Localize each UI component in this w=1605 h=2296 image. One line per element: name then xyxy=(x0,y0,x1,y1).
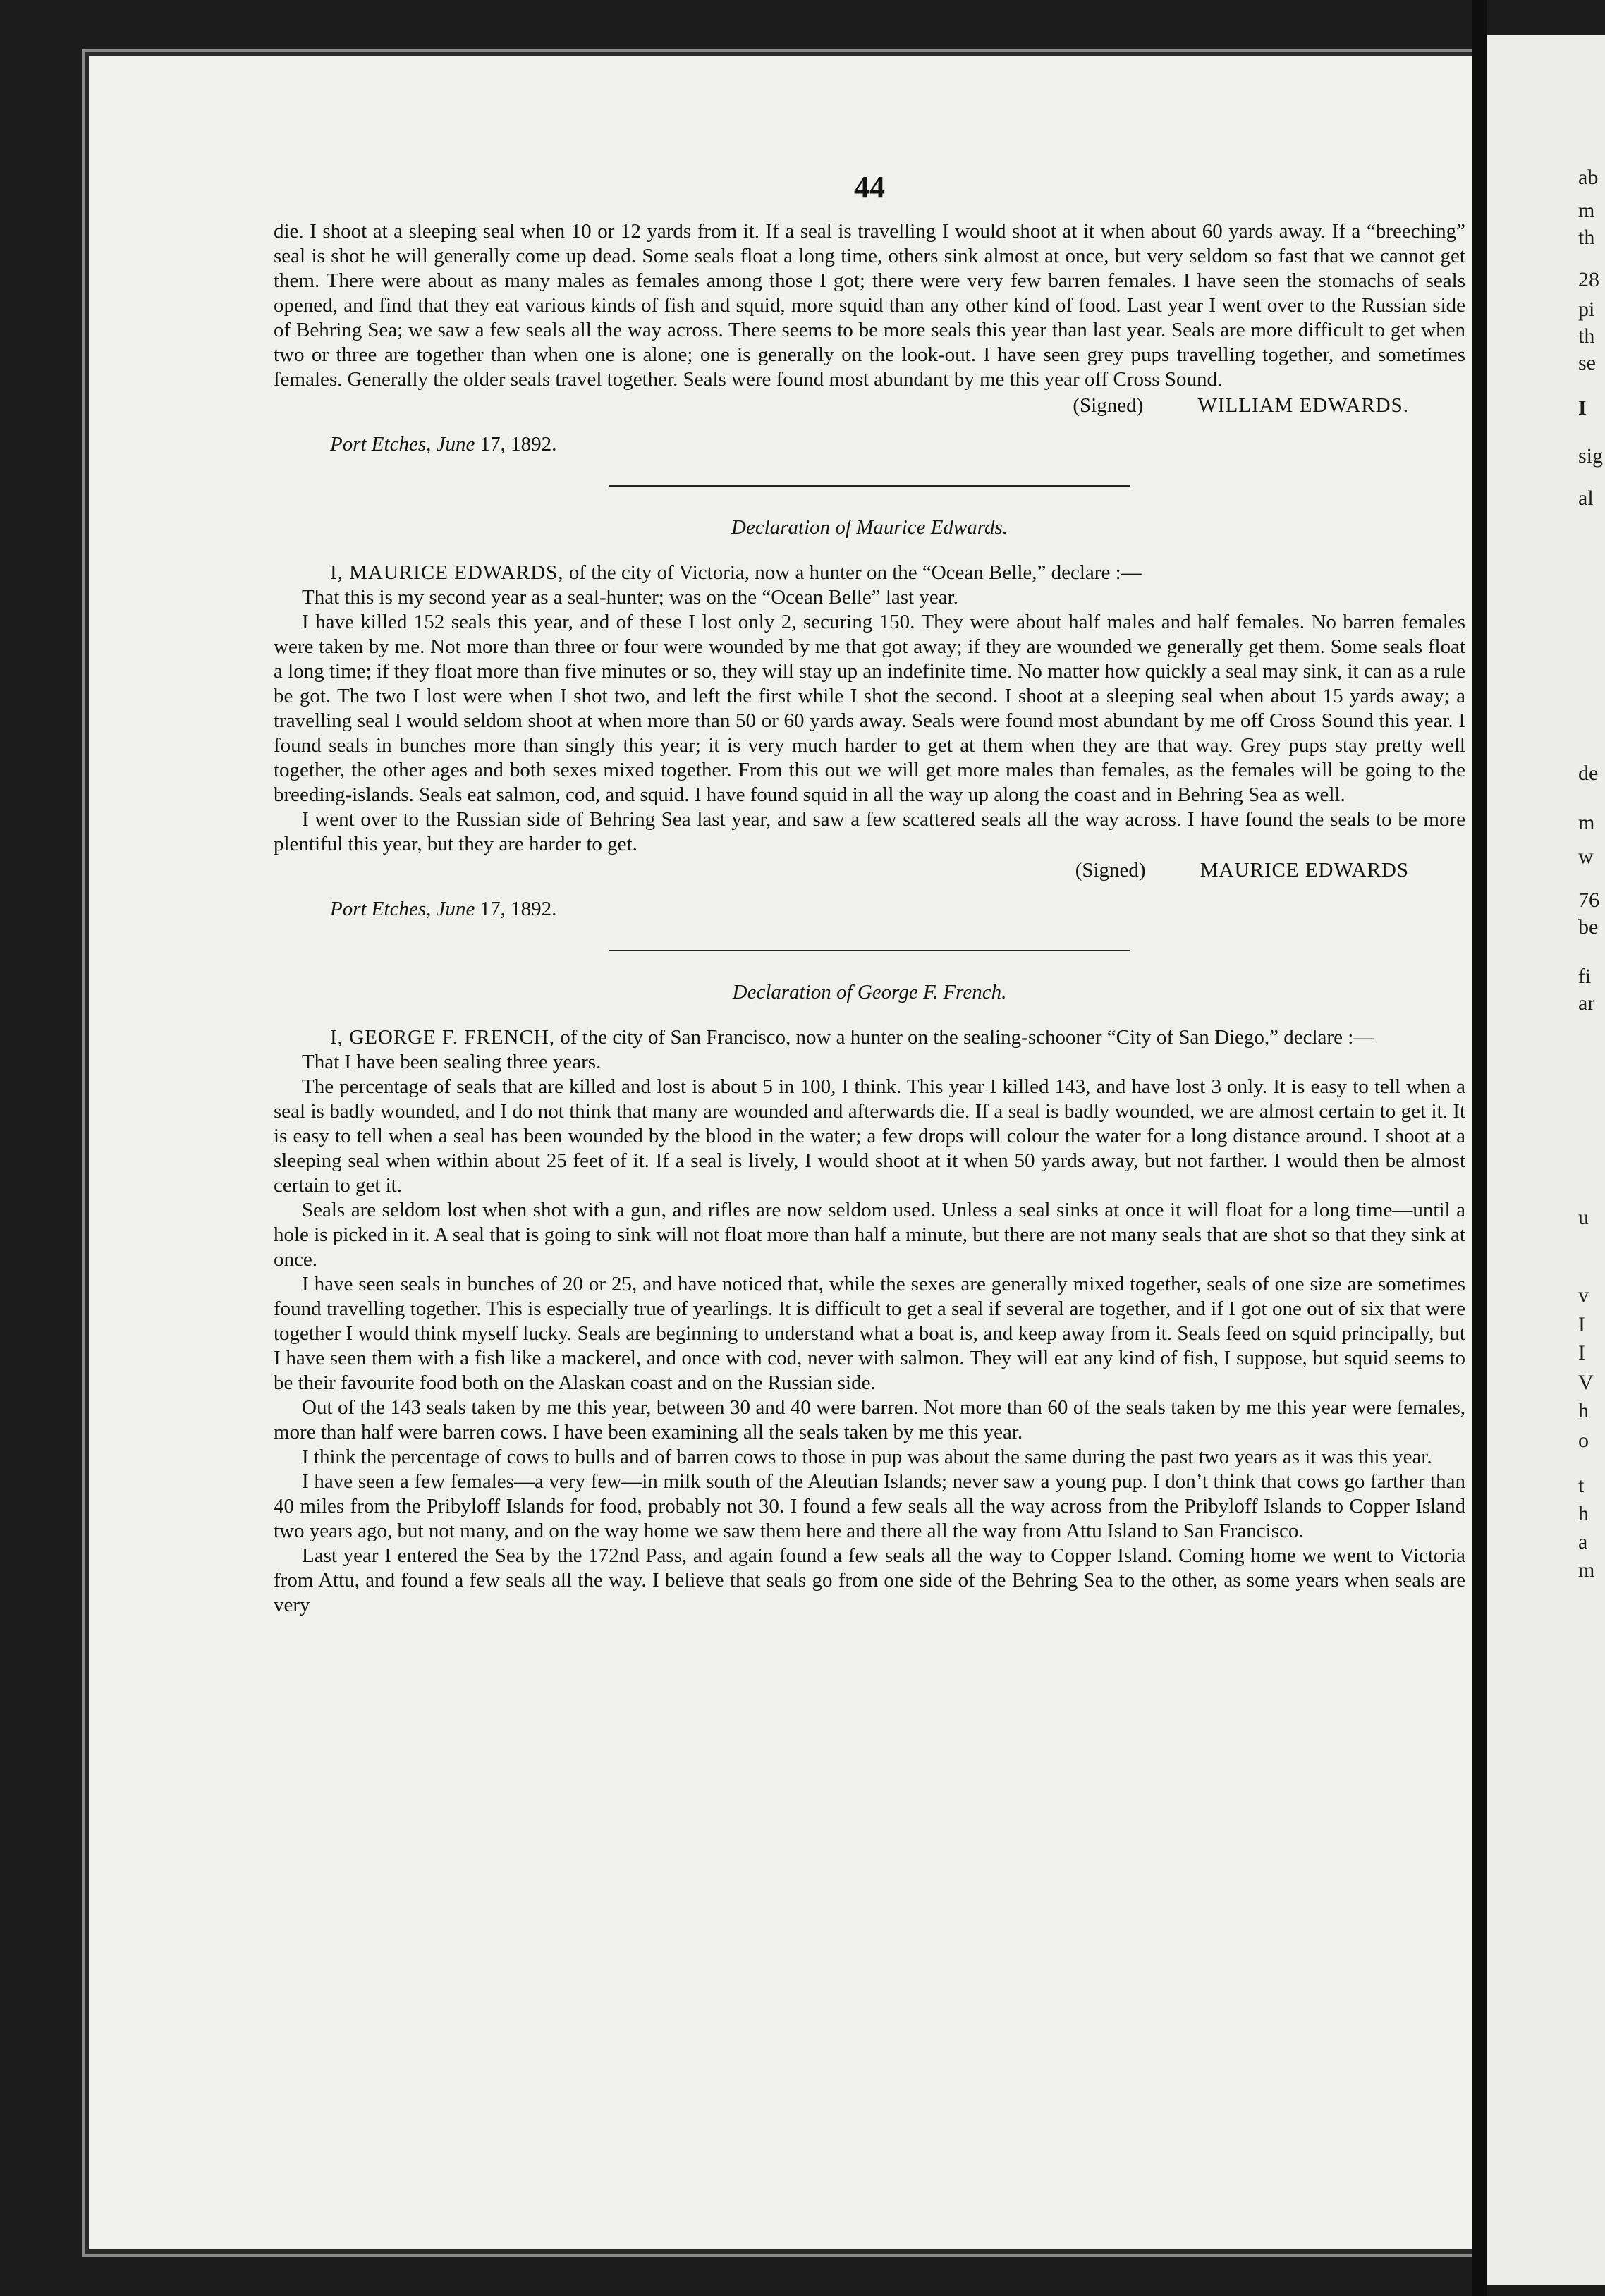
paragraph: die. I shoot at a sleeping seal when 10 or 12 yards from it. If a seal is travelling I would shoot at it when about 60 yards away. If a “breeching” seal is shot he will generally come up dead. Some seals float a long time, others sink almost at once, but very seldom so fast that we cannot get them. There were about as many males as females among those I got; there were very few barren females. I have seen the stomachs of seals opened, and find that they eat various kinds of fish and squid, more squid than any other kind of food. Last year I went over to the Russian side of Behring Sea; we saw a few seals all the way across. There seems to be more seals this year than last year. Seals are more difficult to get when two or three are together than when one is alone; one is generally on the look-out. I have seen grey pups travelling together, and sometimes females. Generally the older seals travel together. Seals were found most abundant by me this year off Cross Sound. xyxy=(274,220,1465,391)
section-maurice-edwards xyxy=(274,516,1465,922)
adjacent-fragment: fi xyxy=(1578,965,1592,988)
adjacent-fragment: I xyxy=(1578,396,1587,420)
signed-label: (Signed) xyxy=(1073,394,1144,417)
paragraph: That this is my second year as a seal-hunter; was on the “Ocean Belle” last year. xyxy=(302,586,958,609)
place-date xyxy=(274,432,1465,457)
place: Port Etches, June xyxy=(330,433,475,456)
adjacent-fragment: u xyxy=(1578,1206,1589,1229)
declarant: I, GEORGE F. FRENCH, xyxy=(330,1026,555,1049)
adjacent-fragment: h xyxy=(1578,1399,1589,1422)
date: 17, 1892. xyxy=(480,898,557,920)
page-text xyxy=(274,169,1465,1618)
section-william-edwards xyxy=(274,219,1465,457)
intro-text: of the city of Victoria, now a hunter on the “Ocean Belle,” declare :— xyxy=(563,561,1142,584)
adjacent-fragment: 28 xyxy=(1578,268,1599,291)
adjacent-fragment: de xyxy=(1578,762,1599,785)
adjacent-fragment: w xyxy=(1578,845,1594,868)
adjacent-fragment: v xyxy=(1578,1283,1589,1307)
paragraph: Last year I entered the Sea by the 172nd Pass, and again found a few seals all the way to Copper Island. Coming home we went to Victoria from Attu, and found a few seals all the way. I believe that seals go from one side of the Behring Sea to the other, as some years when seals are very xyxy=(274,1544,1465,1616)
paragraph: I have seen seals in bunches of 20 or 25, and have noticed that, while the sexes are generally mixed together, seals of one size are sometimes found travelling together. This is especially true of yearlings. It is difficult to get a seal if several are together, and if I got one out of six that were together I would think myself lucky. Seals are beginning to understand what a boat is, and keep away from it. Seals feed on squid principally, but I have seen them with a fish like a mackerel, and once with cod, never with salmon. They will eat any kind of fish, I suppose, but squid seems to be their favourite food both on the Alaskan coast and on the Russian side. xyxy=(274,1273,1465,1394)
section-heading: Declaration of Maurice Edwards. xyxy=(731,516,1008,539)
divider-rule xyxy=(609,950,1130,951)
divider-rule xyxy=(609,485,1130,487)
adjacent-fragment: h xyxy=(1578,1502,1589,1525)
adjacent-fragment: th xyxy=(1578,226,1595,249)
signature-line xyxy=(274,393,1465,418)
adjacent-fragment: t xyxy=(1578,1474,1585,1497)
date: 17, 1892. xyxy=(480,433,557,456)
place: Port Etches, June xyxy=(330,898,475,920)
paragraph: Seals are seldom lost when shot with a gun, and rifles are now seldom used. Unless a seal sinks at once it will float for a long time—until a hole is picked in it. A seal that is going to sink will not float more than half a minute, but there are not many seals that are shot so that they sink at once. xyxy=(274,1199,1465,1271)
page-number: 44 xyxy=(854,170,885,204)
adjacent-fragment: V xyxy=(1578,1371,1594,1394)
intro-text: of the city of San Francisco, now a hunter on the sealing-schooner “City of San Diego,” declare :— xyxy=(554,1026,1374,1049)
adjacent-fragment: I xyxy=(1578,1341,1585,1364)
signature-line xyxy=(274,858,1465,883)
adjacent-fragment: 76 xyxy=(1578,889,1599,912)
adjacent-fragment: be xyxy=(1578,915,1599,939)
adjacent-page-edge xyxy=(1487,35,1605,2285)
paragraph: Out of the 143 seals taken by me this year, between 30 and 40 were barren. Not more than 60 of the seals taken by me this year were females, more than half were barren cows. I have been examining all the seals taken by me this year. xyxy=(274,1396,1465,1443)
adjacent-fragment: I xyxy=(1578,1313,1585,1336)
adjacent-fragment: o xyxy=(1578,1429,1589,1452)
paragraph: I think the percentage of cows to bulls and of barren cows to those in pup was about the same during the past two years as it was this year. xyxy=(302,1446,1432,1468)
adjacent-fragment: se xyxy=(1578,351,1596,374)
place-date xyxy=(274,897,1465,922)
adjacent-fragment: sig xyxy=(1578,444,1604,468)
paragraph: That I have been sealing three years. xyxy=(302,1051,602,1073)
adjacent-fragment: th xyxy=(1578,324,1595,348)
signed-label: (Signed) xyxy=(1075,859,1146,881)
adjacent-fragment: ar xyxy=(1578,991,1595,1015)
adjacent-fragment: m xyxy=(1578,811,1595,834)
adjacent-fragment: m xyxy=(1578,1558,1595,1582)
paragraph: I have seen a few females—a very few—in milk south of the Aleutian Islands; never saw a young pup. I don’t think that cows go farther than 40 miles from the Pribyloff Islands for food, probably not 30. I found a few seals all the way across from the Pribyloff Islands to Copper Island two years ago, but not many, and on the way home we saw them here and there all the way from Attu Island to San Francisco. xyxy=(274,1470,1465,1542)
paragraph: The percentage of seals that are killed and lost is about 5 in 100, I think. This year I killed 143, and have lost 3 only. It is easy to tell when a seal is badly wounded, and I do not think that many are wounded and afterwards die. If a seal is badly wounded, we are almost certain to get it. It is easy to tell when a seal has been wounded by the blood in the water; a few drops will colour the water for a long distance around. I shoot at a sleeping seal when within about 25 feet of it. If a seal is lively, I would shoot at it when 50 yards away, but not farther. I would then be almost certain to get it. xyxy=(274,1075,1465,1197)
section-george-french xyxy=(274,981,1465,1618)
paragraph: I went over to the Russian side of Behring Sea last year, and saw a few scattered seals all the way across. I have found the seals to be more plentiful this year, but they are harder to get. xyxy=(274,808,1465,855)
paragraph: I have killed 152 seals this year, and of these I lost only 2, securing 150. They were about half males and half females. No barren females were taken by me. Not more than three or four were wounded by me that got away; if they are wounded we generally get them. Some seals float a long time; if they float more than five minutes or so, they will stay up an indefinite time. No matter how quickly a seal may sink, it can as a rule be got. The two I lost were when I shot two, and left the first while I shot the second. I shoot at a sleeping seal when about 15 yards away; a travelling seal I would seldom shoot at when more than 50 or 60 yards away. Seals were found most abundant by me off Cross Sound this year. I found seals in bunches more than singly this year; it is very much harder to get at them when they are that way. Grey pups stay pretty well together, the other ages and both sexes mixed together. From this out we will get more males than females, as the females will be going to the breeding-islands. Seals eat salmon, cod, and squid. I have found squid in all the way up along the coast and in Behring Sea as well. xyxy=(274,611,1465,806)
signature-name: MAURICE EDWARDS xyxy=(1200,859,1409,881)
declaration-intro xyxy=(274,1025,1465,1050)
book-gutter xyxy=(1472,0,1487,2296)
adjacent-fragment: al xyxy=(1578,487,1594,510)
adjacent-fragment: ab xyxy=(1578,166,1599,189)
document-page xyxy=(89,56,1472,2249)
adjacent-fragment: a xyxy=(1578,1530,1588,1553)
declarant: I, MAURICE EDWARDS, xyxy=(330,561,564,584)
adjacent-fragment: pi xyxy=(1578,298,1595,321)
adjacent-fragment: m xyxy=(1578,199,1595,222)
declaration-intro xyxy=(274,561,1465,585)
signature-name: WILLIAM EDWARDS. xyxy=(1197,394,1409,417)
section-heading: Declaration of George F. French. xyxy=(732,981,1007,1003)
